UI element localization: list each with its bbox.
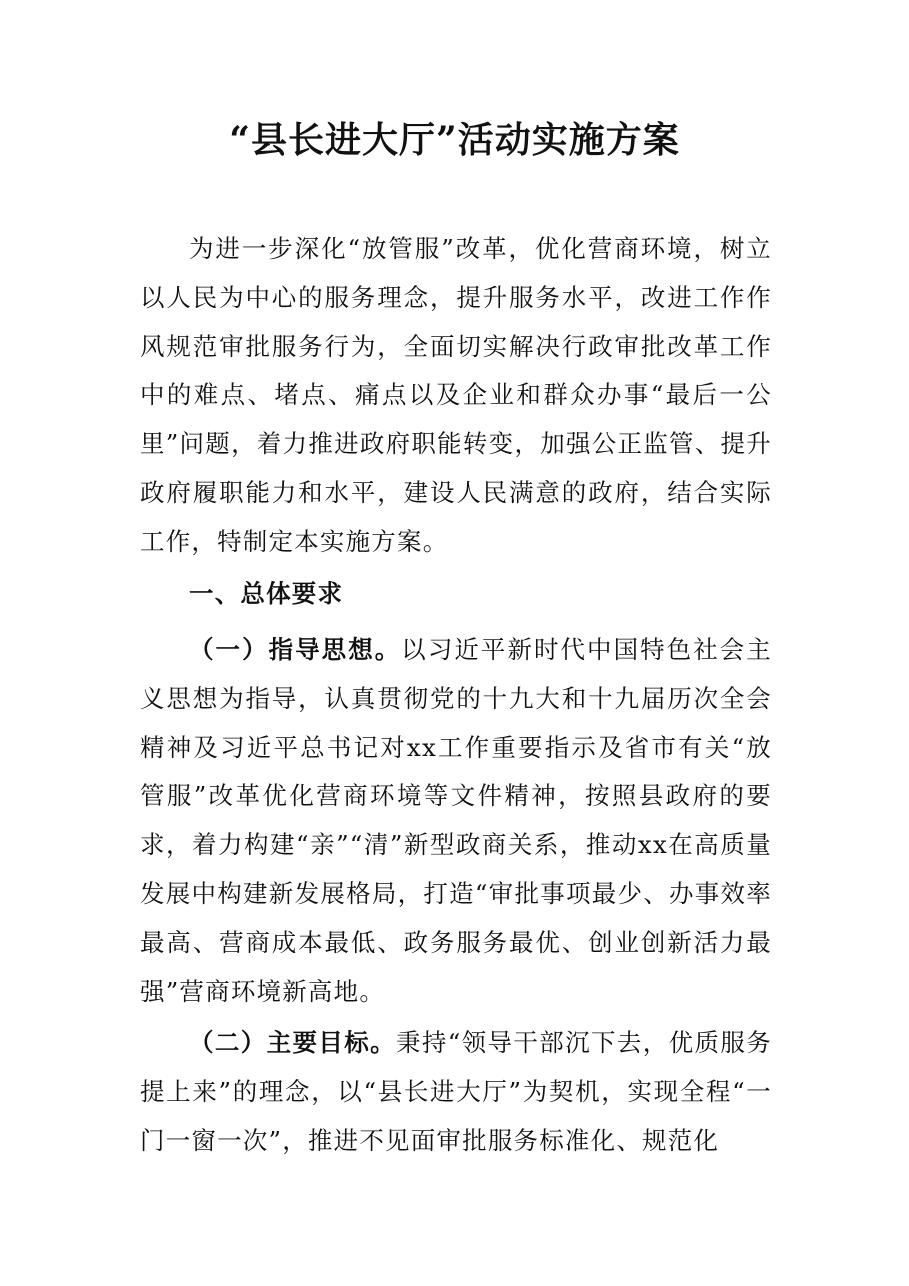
guiding-ideology-lead: （一）指导思想。: [189, 635, 402, 664]
guiding-ideology-text: 以习近平新时代中国特色社会主义思想为指导，认真贯彻党的十九大和十九届历次全会精神及习近平总书记对xx工作重要指示及省市有关“放管服”改革优化营商环境等文件精神，按照县政府的要求，着力构建“亲”“清”新型政商关系，推动xx在高质量发展中构建新发展格局，打造“审批事项最少、办事效率最高、营商成本最低、政务服务最优、创业创新活力最强”营商环境新高地。: [140, 635, 772, 1006]
guiding-ideology-paragraph: [140, 626, 772, 1016]
document-title: “县长进大厅”活动实施方案: [229, 119, 680, 161]
main-goal-paragraph: [140, 1019, 772, 1165]
main-goal-text: 秉持“领导干部沉下去，优质服务提上来”的理念，以“县长进大厅”为契机，实现全程“一门一窗一次”，推进不见面审批服务标准化、规范化: [140, 1028, 772, 1155]
main-goal-lead: （二）主要目标。: [189, 1028, 397, 1057]
intro-paragraph: 为进一步深化“放管服”改革，优化营商环境，树立以人民为中心的服务理念，提升服务水平，改进工作作风规范审批服务行为，全面切实解决行政审批改革工作中的难点、堵点、痛点以及企业和群众办事“最后一公里”问题，着力推进政府职能转变，加强公正监管、提升政府履职能力和水平，建设人民满意的政府，结合实际工作，特制定本实施方案。: [140, 234, 772, 556]
section-heading-overall-requirements: 一、总体要求: [189, 579, 344, 608]
